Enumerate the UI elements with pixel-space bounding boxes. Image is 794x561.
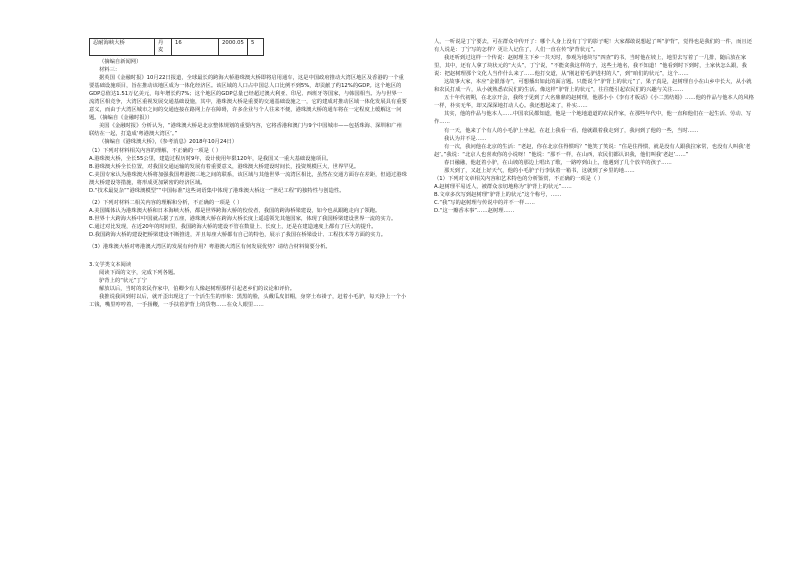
paragraph: 那天到了，又赶上好天气，他的小毛驴子行李驮着一箱书，这就到了乡里的地…… bbox=[444, 167, 635, 174]
table-cell-country: 丹麦 bbox=[155, 39, 172, 56]
table-cell-date: 2000.05 bbox=[219, 39, 248, 56]
section-heading: 3.文学类文本阅读 bbox=[89, 262, 132, 269]
option-c: C.美国专家认为港珠澳大桥将加强我国粤港澳三地之间的联系，该区域与其他世界一流湾区相比，虽然在交通方面存在差距，但通过港珠澳大桥建设等措施，将形成更加紧密的经济区域。 bbox=[89, 171, 407, 186]
paragraph: 有一次，我问他在北京的生活：“老赵，你在北京住得惯吗？”他笑了笑说：“住是住得惯，就是没有人跟我拉家常，也没有人叫我‘老赵’。”我说：“北京人也喜欢你的小说呀！”他说：“那不一样，在山西，农民们都认识我，他们叫我‘老赵’……” bbox=[434, 143, 751, 158]
story-title: 驴背上的“状元”丁宁 bbox=[99, 278, 147, 285]
table-cell-name: 忍耐海峡大桥 bbox=[90, 39, 155, 56]
question-head: （1）下列对文章相关内容和艺术特色的分析鉴赏，不正确的一项是（ ） bbox=[434, 175, 604, 182]
left-column bbox=[89, 38, 407, 309]
paragraph: 有一天，他来了个有人的小毛驴上坐起，在赶上我看一看，他就跟着我走到了，我问到了他的一些，当时…… bbox=[444, 127, 699, 134]
table-row bbox=[90, 39, 264, 56]
question-3: （3）港珠澳大桥对粤港澳大湾区的发展有何作用？粤港澳大湾区有何发展优势？请结合材料简要分析。 bbox=[89, 244, 331, 251]
paragraph: 我认为并不是…… bbox=[444, 135, 487, 142]
paragraph: 其实，他的作品与他本人……中国农民都知道，他是一个地地道道的农民作家，在那些年代中，他一直和他们在一起生活、劳动、写作…… bbox=[434, 111, 752, 126]
option-a: A.港珠澳大桥，全长55公里，建造过程历时9年，设计使用年限120年，是我国又一重大基础设施项目。 bbox=[89, 155, 332, 162]
option-a: A.美国媒体认为港珠澳大桥和日本海峡大桥，都是世界跨海大桥的佼佼者，我国的跨海桥梁建设，如今也从跟跑走向了领跑。 bbox=[89, 207, 381, 214]
paragraph: 美国《金融时报》分析认为，“港珠澳大桥是北京整体规划的重要内容，它将香港和澳门与9个中国城市——包括珠海、深圳和广州联结在一起，打造成‘粤港澳大湾区’。” bbox=[89, 123, 402, 138]
question-2: （2）下列对材料二相关内容的理解和分析，不正确的一项是（ ） bbox=[89, 199, 243, 206]
source-line: （摘编自新闻网） bbox=[99, 59, 142, 65]
material-label: 材料三： bbox=[99, 67, 121, 74]
option-c: C.通过对比发现，在近20年的时间里，我国跨海大桥的建设不管在数量上、长度上，还是在建造速度上都有了巨大的提升。 bbox=[89, 223, 377, 230]
option-a: A.赵树理平易近人，被群众亲切地称为“驴背上的状元”…… bbox=[434, 183, 572, 190]
option-c: C.“我”写的赵树理与传说中的并不一样…… bbox=[434, 199, 535, 206]
paragraph: 这故事大家，本应“金银落寺”，可想播出如此的面言题。只能说个“驴背上的状元”了，果子真是，赵树理自小在山乡中长大，从小就和农民打成一片，从小就熟悉农民们的生活。像这样“驴背上的状元”，往往能引起农民们的兴趣与关注…… bbox=[434, 79, 752, 94]
option-d: D.“这一瓣香本事”……赵树理…… bbox=[434, 207, 515, 214]
paragraph: （摘编自《港珠澳大桥》，《参考消息》2018年10月24日） bbox=[99, 139, 238, 146]
paragraph: 据英国《金融时报》10月22日报道，全球最长的跨海大桥港珠澳大桥即将启用通车，这是中国政府推动大湾区地区及香港的一个重要基础设施项目，旨在推动该地区成为一体化经济区。该区域的人口占中国总人口比例不到5%，却贡献了约12%的GDP。这个地区的GDP总值达1.51万亿美元，每年增长约7%；这个地区的GDP总量已经超过澳大利亚、印尼、西班牙等国家，与韩国相当。为与世界一流湾区相竞争，大湾区重视发展交通基础设施，其中，港珠澳大桥是重要的交通基础设施之一，它的建成对推动区域一体化发展具有重要意义，而由于大湾区城市之间的交通连接在路网上存在障碍，许多企业与个人往来不便，港珠澳大桥的通车将在一定程度上缓解这一问题。（摘编自《金融时报》） bbox=[89, 75, 407, 122]
paragraph: 春日融融，他赶着小驴，在山坡的那边上唱出了歌，一路哼到山上，他遇到了几个放羊的孩子…… bbox=[444, 159, 672, 166]
paragraph: 我推说我回到村以后，就开歪出现这了一个活生生的形象：黑黑的脸，头戴瓜皮旧帽，身穿土布褂子，赶着小毛驴，每天挣上一个小工钱，嘴里哼哼着，一手扬鞭，一手扶着驴背上的货物……在众人眼里…… bbox=[89, 294, 407, 309]
option-b: B.世界十大跨海大桥中中国就占据了五座，港珠澳大桥在跨海大桥长度上遥遥领先其他国家，体现了我国桥梁建设世界一流的实力。 bbox=[89, 215, 397, 222]
option-d: D.我国跨海大桥的建设把桥梁建设不断推进，并且每座大桥都有自己的特色，展示了我国在桥梁设计、工程技术等方面的实力。 bbox=[89, 231, 387, 238]
option-b: B.港珠澳大桥全长位置，对我国交通运输的发展有着重要意义，港珠澳大桥建设时间长，投资规模巨大，世界罕见。 bbox=[89, 163, 360, 170]
table-cell-rank: 5 bbox=[248, 39, 264, 56]
option-b: B.文章多次写到赵树理“驴背上的状元”这个称号，…… bbox=[434, 191, 562, 198]
question-1: （1）下列对材料相关内容的理解，不正确的一项是（ ） bbox=[89, 147, 222, 154]
paragraph: 五十年代初期，在北京开会，我终于见到了大名鼎鼎的赵树理，他那小小《李有才板话》《小二黑结婚》……他的作品与他本人的风格一样，朴实无华，却又深深地打动人心。我还想起来了，朴实…… bbox=[434, 95, 754, 110]
option-d: D.“技术最复杂”“港珠澳模型”“中国标准”这些词语集中体现了港珠澳大桥这一“世纪工程”的独特性与创造性。 bbox=[89, 187, 345, 194]
section-instruction: 阅读下面的文字，完成下列各题。 bbox=[99, 270, 179, 277]
paragraph: 解放以后，当时的农民作家中，伯卿少有人像赵树理那样引起老乡们的议论和评价。 bbox=[99, 286, 295, 293]
table-cell-length: 16 bbox=[172, 39, 219, 56]
paragraph: 我还听到过这样一个传说：赵树理主下乡一共天时，参观为地块写“四查”的书，当时他在坡上，地里去写着了一几排，随后放在家里，其中，还有人拿了块状元的“大头”，丁宁说，“不能贪我这样的子，这些土地名，我不知道！”他看到时下到时，土家伙怎么跟，我说：把赵树理那个文化人当作什么来了……他打交道，从“刚赶着毛驴进村的人”，到“咱们的状元”，这个…… bbox=[434, 55, 747, 78]
bridge-table bbox=[89, 38, 264, 56]
paragraph: 人，一听说是丁宁要去，可在群众中传开了：哪个人身上没有丁宁的影子呢！大家都敢说想起了叫“驴背”，觉得也是我们的一件，而且还有人说是：丁宁写的怎样？更让人记住了，人们一直在传“驴背状元”。 bbox=[434, 39, 753, 54]
right-column bbox=[434, 38, 756, 215]
